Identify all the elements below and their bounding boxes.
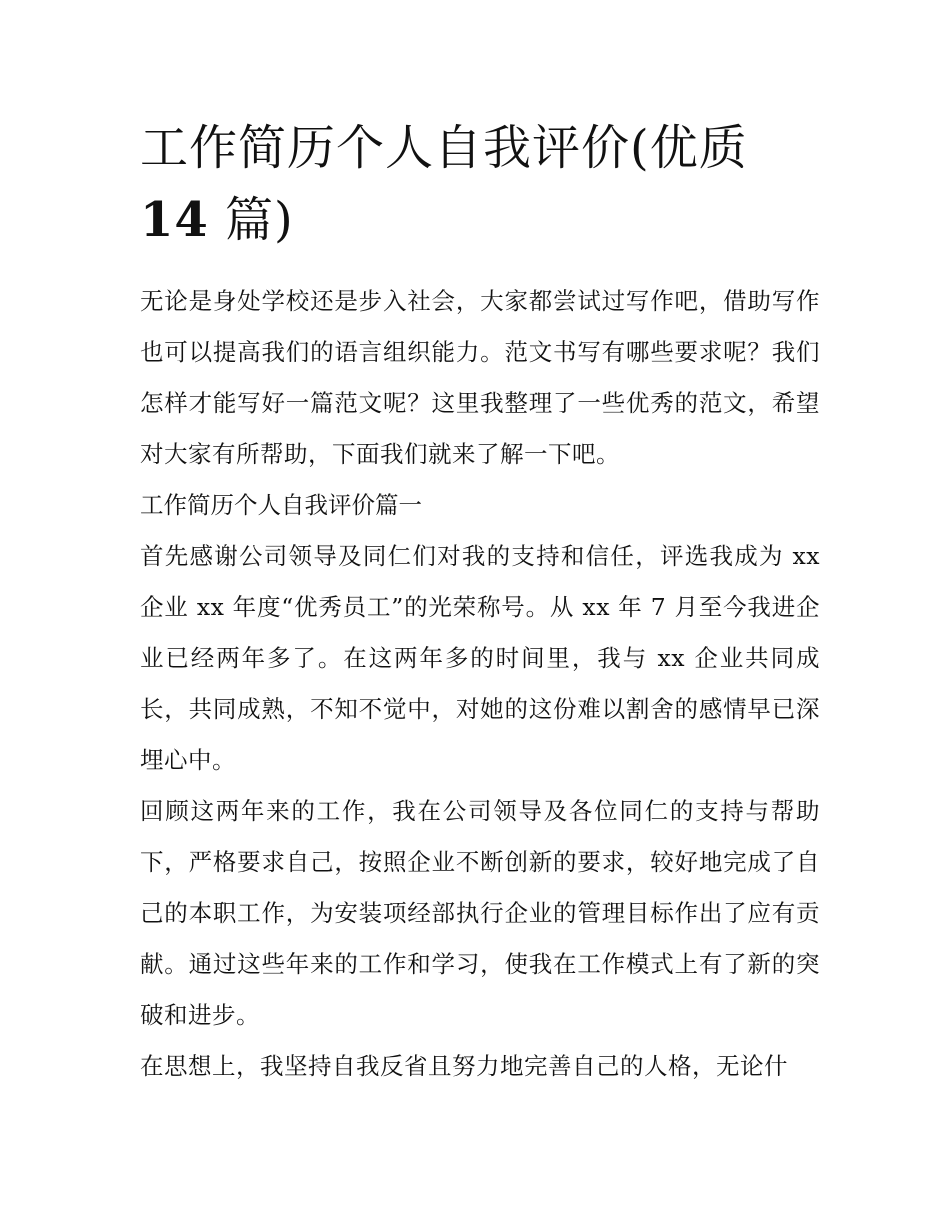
title-number: 14	[140, 192, 209, 248]
body-paragraph-3: 在思想上，我坚持自我反省且努力地完善自己的人格，无论什	[140, 1052, 788, 1080]
body-paragraph-2: 回顾这两年来的工作，我在公司领导及各位同仁的支持与帮助下，严格要求自己，按照企业不断创新的要求，较好地完成了自己的本职工作，为安装项经部执行企业的管理目标作出了应有贡献。通过这些年来的工作和学习，使我在工作模式上有了新的突破和进步。	[140, 797, 820, 1029]
title-line-1: 工作简历个人自我评价(优质	[140, 120, 748, 176]
document-title	[140, 112, 820, 256]
document-body	[140, 276, 820, 1092]
body-paragraph-1: 首先感谢公司领导及同仁们对我的支持和信任，评选我成为 xx 企业 xx 年度“优秀员工”的光荣称号。从 xx 年 7 月至今我进企业已经两年多了。在这两年多的时间里，我与 xx 企业共同成长，共同成熟，不知不觉中，对她的这份难以割舍的感情早已深埋心中。	[140, 542, 820, 774]
document-page	[140, 112, 820, 1092]
title-line-2: 篇)	[208, 192, 294, 248]
section-heading: 工作简历个人自我评价篇一	[140, 491, 422, 519]
intro-paragraph: 无论是身处学校还是步入社会，大家都尝试过写作吧，借助写作也可以提高我们的语言组织能力。范文书写有哪些要求呢？我们怎样才能写好一篇范文呢？这里我整理了一些优秀的范文，希望对大家有所帮助，下面我们就来了解一下吧。	[140, 287, 820, 468]
